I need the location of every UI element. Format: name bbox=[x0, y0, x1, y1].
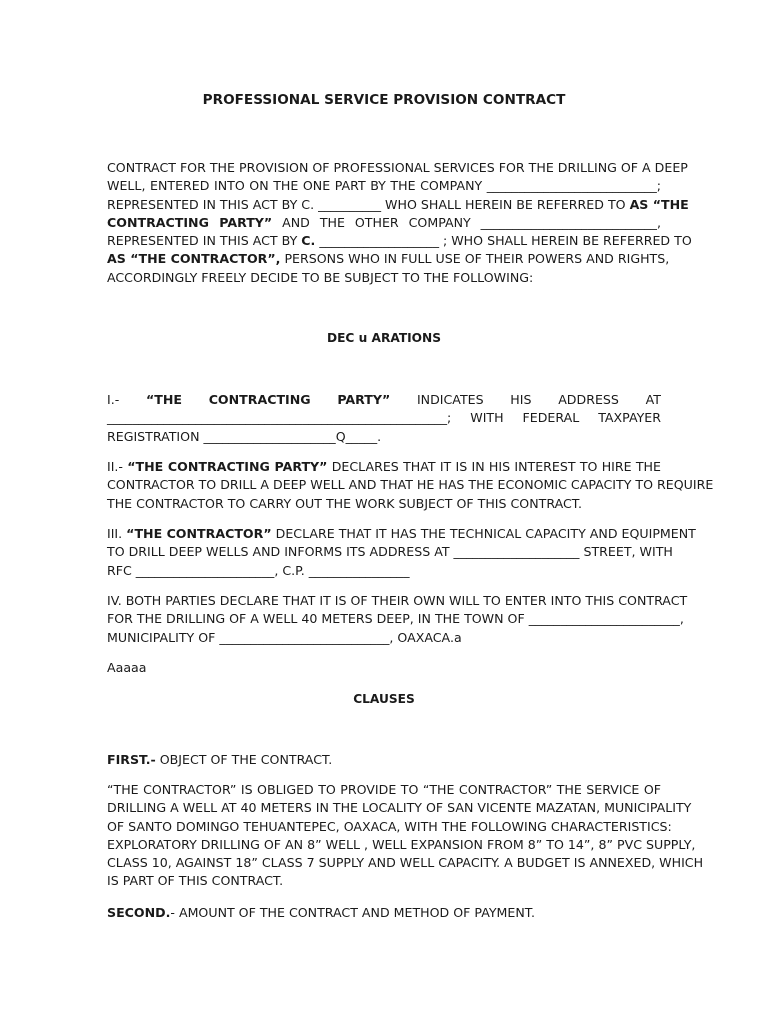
document-title: PROFESSIONAL SERVICE PROVISION CONTRACT bbox=[202, 92, 566, 108]
clause-title: - AMOUNT OF THE CONTRACT AND METHOD OF PAYMENT. bbox=[170, 905, 535, 920]
declaration-line: THE CONTRACTOR TO CARRY OUT THE WORK SUBJECT OF THIS CONTRACT. bbox=[107, 495, 582, 511]
decl-bold: “THE CONTRACTING PARTY” bbox=[127, 459, 328, 474]
intro-text: PERSONS WHO IN FULL USE OF THEIR POWERS AND RIGHTS, bbox=[284, 251, 670, 267]
decl-word: AT bbox=[645, 392, 661, 407]
declaration-line: REGISTRATION _____________________Q_____. bbox=[107, 428, 382, 444]
intro-bold: C. bbox=[301, 233, 316, 249]
intro-line: CONTRACT FOR THE PROVISION OF PROFESSIONAL SERVICES FOR THE DRILLING OF A DEEP bbox=[107, 160, 688, 175]
decl-word: “THE bbox=[145, 392, 182, 407]
clause-label: SECOND. bbox=[107, 905, 171, 920]
declaration-line: IV. BOTH PARTIES DECLARE THAT IT IS OF THEIR OWN WILL TO ENTER INTO THIS CONTRACT bbox=[107, 593, 688, 608]
clause-title: OBJECT OF THE CONTRACT. bbox=[155, 752, 333, 767]
clauses-heading: CLAUSES bbox=[353, 692, 415, 706]
intro-bold: CONTRACTING PARTY” bbox=[107, 214, 273, 230]
stray-text: Aaaaa bbox=[107, 660, 147, 675]
declaration-line bbox=[107, 458, 661, 476]
clause-line: IS PART OF THIS CONTRACT. bbox=[107, 873, 284, 889]
intro-text: REPRESENTED IN THIS ACT BY bbox=[107, 233, 298, 249]
declaration-line: CONTRACTOR TO DRILL A DEEP WELL AND THAT HE HAS THE ECONOMIC CAPACITY TO REQUIRE bbox=[107, 477, 714, 493]
decl-text: DECLARES THAT IT IS IN HIS INTEREST TO HIRE THE bbox=[331, 459, 661, 474]
intro-line bbox=[107, 214, 661, 232]
declaration-2 bbox=[107, 458, 714, 513]
declaration-line: TO DRILL DEEP WELLS AND INFORMS ITS ADDRESS AT ____________________ STREET, WITH bbox=[107, 544, 673, 560]
intro-bold: AS “THE CONTRACTOR”, bbox=[107, 251, 281, 267]
decl-bold: “THE CONTRACTOR” bbox=[126, 526, 272, 541]
decl-text: III. bbox=[107, 526, 123, 541]
second-clause-heading bbox=[107, 904, 661, 922]
decl-word: ADDRESS bbox=[558, 392, 619, 407]
first-clause-heading bbox=[107, 751, 661, 769]
decl-word: I.- bbox=[107, 392, 120, 407]
declaration-line: FOR THE DRILLING OF A WELL 40 METERS DEEP, IN THE TOWN OF ________________________, bbox=[107, 611, 684, 627]
intro-line bbox=[107, 196, 689, 214]
declaration-line: RFC ______________________, C.P. ________________ bbox=[107, 562, 410, 578]
declarations-heading: DEC u ARATIONS bbox=[326, 331, 442, 345]
intro-line bbox=[107, 250, 670, 268]
decl-word: CONTRACTING bbox=[208, 392, 311, 407]
clause-line: OF SANTO DOMINGO TEHUANTEPEC, OAXACA, WITH THE FOLLOWING CHARACTERISTICS: bbox=[107, 818, 672, 834]
intro-text: AND THE OTHER COMPANY ____________________________, bbox=[282, 214, 661, 230]
intro-line bbox=[107, 232, 692, 250]
first-clause-body bbox=[107, 781, 704, 891]
clause-label: FIRST.- bbox=[107, 752, 156, 767]
clause-line: “THE CONTRACTOR” IS OBLIGED TO PROVIDE TO “THE CONTRACTOR” THE SERVICE OF bbox=[107, 782, 661, 797]
decl-word: HIS bbox=[510, 392, 532, 407]
decl-word: PARTY” bbox=[337, 392, 391, 407]
clause-line: CLASS 10, AGAINST 18” CLASS 7 SUPPLY AND WELL CAPACITY. A BUDGET IS ANNEXED, WHICH bbox=[107, 855, 704, 871]
decl-word: INDICATES bbox=[416, 392, 484, 407]
decl-text: II.- bbox=[107, 459, 123, 474]
declaration-line: MUNICIPALITY OF ___________________________, OAXACA.a bbox=[107, 629, 462, 645]
intro-bold: AS “THE bbox=[629, 196, 689, 212]
declaration-3 bbox=[107, 525, 696, 580]
declaration-line bbox=[107, 525, 696, 543]
clause-line: EXPLORATORY DRILLING OF AN 8” WELL , WELL EXPANSION FROM 8” TO 14”, 8” PVC SUPPLY, bbox=[107, 836, 696, 852]
intro-text: ___________________ ; WHO SHALL HEREIN BE REFERRED TO bbox=[319, 233, 692, 249]
declaration-line: ______________________________________________________; WITH FEDERAL TAXPAYER bbox=[107, 410, 661, 426]
declaration-4 bbox=[107, 592, 688, 647]
intro-paragraph bbox=[107, 159, 692, 287]
declaration-line bbox=[107, 391, 661, 409]
decl-text: DECLARE THAT IT HAS THE TECHNICAL CAPACITY AND EQUIPMENT bbox=[275, 526, 696, 541]
declaration-1 bbox=[107, 391, 661, 446]
intro-text: REPRESENTED IN THIS ACT BY C. __________ WHO SHALL HEREIN BE REFERRED TO bbox=[107, 196, 626, 212]
clause-line: DRILLING A WELL AT 40 METERS IN THE LOCALITY OF SAN VICENTE MAZATAN, MUNICIPALITY bbox=[107, 800, 692, 816]
intro-line: ACCORDINGLY FREELY DECIDE TO BE SUBJECT TO THE FOLLOWING: bbox=[107, 269, 534, 285]
intro-line: WELL, ENTERED INTO ON THE ONE PART BY THE COMPANY ___________________________; bbox=[107, 178, 661, 194]
